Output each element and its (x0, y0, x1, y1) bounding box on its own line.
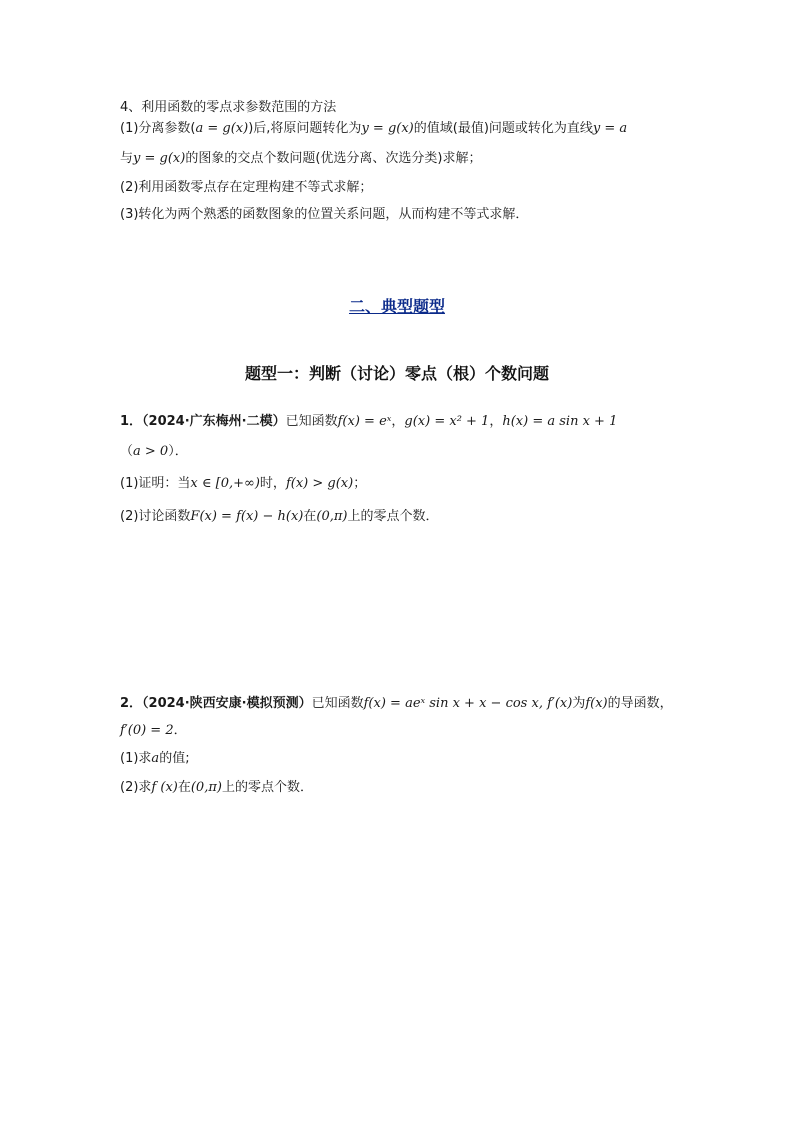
text: (2)求 (120, 780, 152, 795)
formula: (0,π) (190, 780, 222, 795)
text: 与 (120, 151, 134, 166)
formula: x ∈ [0,+∞) (190, 476, 260, 491)
text: ； (353, 476, 367, 491)
formula: f(x) (585, 696, 608, 711)
type-title: 题型一：判断（讨论）零点（根）个数问题 (244, 364, 549, 383)
method-line-2 (120, 150, 710, 168)
question-2-part-1 (120, 750, 710, 768)
question-1-part-2 (120, 508, 710, 526)
question-2-condition (120, 722, 710, 740)
formula: F(x) = f(x) − h(x) (190, 509, 304, 524)
question-1-stem (120, 413, 710, 431)
formula: f(x) = eˣ (337, 414, 392, 429)
question-number: 2． (120, 696, 143, 711)
method-line-4 (120, 206, 710, 224)
text: （ (120, 444, 134, 459)
formula: f(x) > g(x) (285, 476, 354, 491)
method-line-3 (120, 179, 710, 197)
text: ， (391, 414, 405, 429)
text: 的导函数， (607, 696, 673, 711)
question-number: 1． (120, 414, 143, 429)
method-line-1 (120, 120, 710, 138)
method-heading-text: 4、利用函数的零点求参数范围的方法 (120, 100, 337, 115)
text: (2)利用函数零点存在定理构建不等式求解； (120, 180, 373, 195)
text: 的图象的交点个数问题(优选分离、次选分类)求解； (185, 151, 482, 166)
formula: y = g(x) (133, 151, 186, 166)
formula: f (x) (151, 780, 178, 795)
formula: y = g(x) (361, 121, 414, 136)
formula: f′(0) = 2 (120, 723, 174, 738)
text: (3)转化为两个熟悉的函数图象的位置关系问题，从而构建不等式求解． (120, 207, 529, 222)
text: (2)讨论函数 (120, 509, 191, 524)
text: (1)证明：当 (120, 476, 191, 491)
text: 在 (303, 509, 317, 524)
text: 为 (572, 696, 586, 711)
text: (1)分离参数( (120, 121, 196, 136)
question-2-stem (120, 695, 710, 713)
formula: a = g(x) (195, 121, 249, 136)
question-source: （2024·陕西安康·模拟预测） (142, 696, 312, 711)
text: 上的零点个数． (221, 780, 313, 795)
text: ． (173, 723, 187, 738)
formula: g(x) = x² + 1 (404, 414, 490, 429)
text: 已知函数 (311, 696, 364, 711)
question-1-part-1 (120, 475, 710, 493)
text: (1)求 (120, 751, 152, 766)
formula: y = a (592, 121, 628, 136)
question-source: （2024·广东梅州·二模） (142, 414, 286, 429)
formula: f(x) = aeˣ sin x + x − cos x, f′(x) (363, 696, 573, 711)
formula: a > 0 (133, 444, 169, 459)
text: 在 (177, 780, 191, 795)
text: ， (489, 414, 503, 429)
text: ）． (168, 444, 188, 459)
text: 的值域(最值)问题或转化为直线 (413, 121, 593, 136)
formula: h(x) = a sin x + 1 (502, 414, 618, 429)
formula: a (151, 751, 160, 766)
text: 上的零点个数． (347, 509, 439, 524)
question-2-part-2 (120, 779, 710, 797)
method-heading (120, 99, 710, 117)
section-title: 二、典型题型 (348, 297, 445, 316)
text: 已知函数 (285, 414, 338, 429)
text: 时， (259, 476, 286, 491)
question-1-condition (120, 443, 710, 461)
text: )后,将原问题转化为 (248, 121, 362, 136)
formula: (0,π) (316, 509, 348, 524)
text: 的值; (159, 751, 190, 766)
